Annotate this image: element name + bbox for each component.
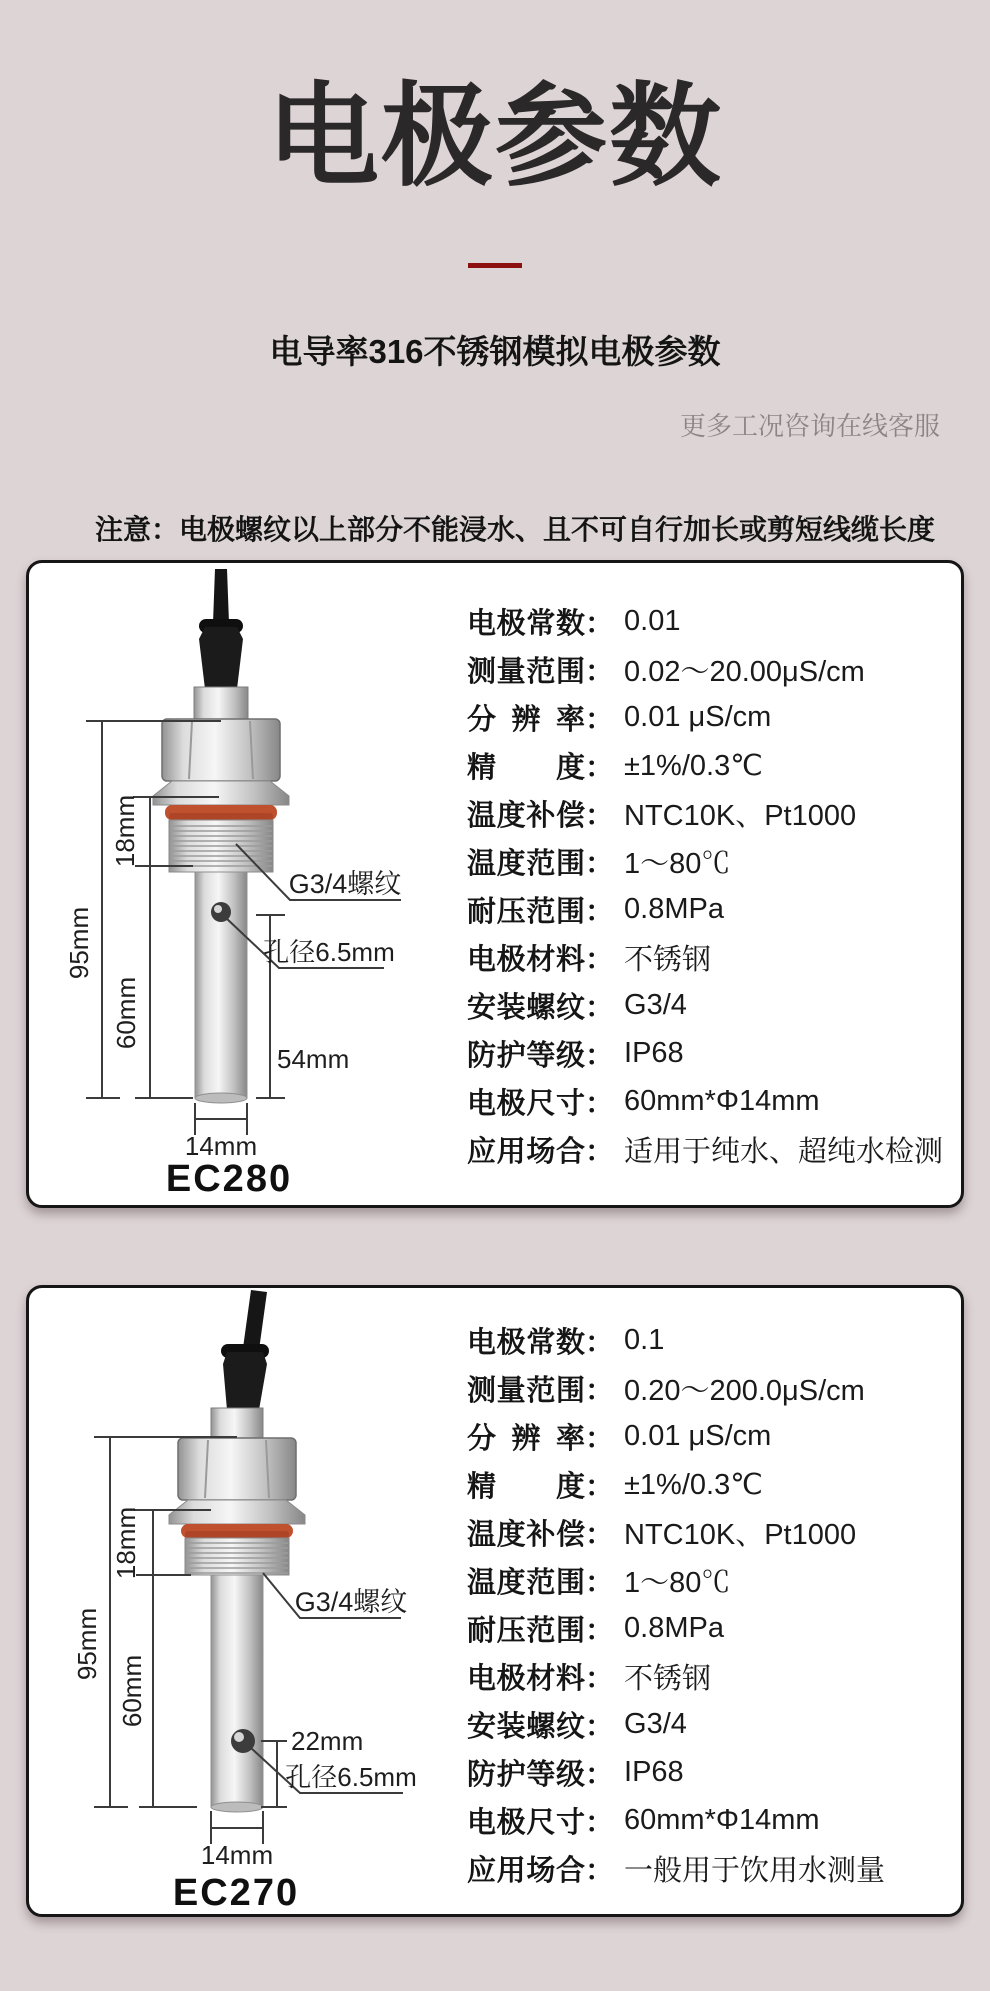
dim-tip-length: 54mm: [277, 1044, 350, 1074]
flange: [153, 781, 289, 805]
spec-row: [467, 789, 943, 837]
spec-colon: ：: [585, 1758, 615, 1791]
electrode-diagram-ec270: [29, 1288, 469, 1917]
spec-value: 一般用于饮用水测量: [624, 1854, 886, 1887]
consult-note: 更多工况咨询在线客服: [679, 411, 940, 441]
spec-label: 分辨率: [467, 1422, 585, 1455]
spec-label: 应用场合: [467, 1854, 585, 1887]
spec-value: 适用于纯水、超纯水检测: [624, 1135, 944, 1168]
spec-colon: ：: [585, 1087, 615, 1120]
dim-diameter: 14mm: [184, 1131, 258, 1161]
spec-list-ec280: [467, 597, 943, 1173]
spec-row: [467, 1844, 885, 1892]
spec-row: [467, 1077, 943, 1125]
spec-value: ±1%/0.3℃: [624, 1468, 763, 1501]
spec-colon: ：: [585, 1806, 615, 1839]
spec-row: [467, 645, 943, 693]
spec-colon: ：: [585, 991, 615, 1024]
dim-lower-length: 60mm: [111, 976, 141, 1050]
spec-value: 0.8MPa: [624, 1611, 724, 1644]
electrode-diagram-ec280: [29, 563, 469, 1203]
dim-overall-length: 95mm: [64, 906, 94, 980]
spec-colon: ：: [585, 943, 615, 976]
spec-row: [467, 885, 943, 933]
spec-label: 温度补偿: [467, 1518, 585, 1551]
spec-label: 温度范围: [467, 1566, 585, 1599]
dim-diameter: 14mm: [200, 1840, 274, 1870]
neck: [211, 1408, 263, 1438]
spec-value: 0.01 μS/cm: [624, 1419, 772, 1452]
spec-colon: ：: [585, 1470, 615, 1503]
page-title: 电极参数: [267, 74, 723, 199]
spec-colon: ：: [585, 1374, 615, 1407]
spec-value: 0.1: [624, 1323, 665, 1356]
spec-value: 60mm*Φ14mm: [624, 1084, 820, 1117]
spec-colon: ：: [585, 1039, 615, 1072]
spec-colon: ：: [585, 847, 615, 880]
cable-boot: [199, 627, 243, 689]
spec-value: 0.8MPa: [624, 892, 724, 925]
dim-hole-offset: 22mm: [291, 1726, 364, 1756]
spec-colon: ：: [585, 1422, 615, 1455]
spec-colon: ：: [585, 751, 615, 784]
spec-value: IP68: [624, 1036, 684, 1069]
page-subtitle: 电导率316不锈钢模拟电极参数: [269, 333, 721, 370]
spec-row: [467, 1125, 943, 1173]
spec-value: G3/4: [624, 988, 687, 1021]
spec-list-ec270: [467, 1316, 885, 1892]
dim-lower-length: 60mm: [117, 1654, 147, 1728]
hole-callout: 孔径6.5mm: [285, 1762, 417, 1792]
spec-value: 0.01 μS/cm: [624, 700, 772, 733]
spec-label: 精度: [467, 751, 585, 784]
spec-row: [467, 1029, 943, 1077]
model-name: EC280: [165, 1158, 293, 1200]
spec-value: 0.20～200.0μS/cm: [624, 1374, 865, 1407]
dim-upper-length: 18mm: [111, 1506, 141, 1580]
spec-value: 0.01: [624, 604, 681, 637]
spec-value: ±1%/0.3℃: [624, 749, 763, 782]
spec-label: 分辨率: [467, 703, 585, 736]
spec-colon: ：: [585, 1566, 615, 1599]
spec-value: 60mm*Φ14mm: [624, 1803, 820, 1836]
spec-value: 不锈钢: [624, 1662, 712, 1695]
spec-colon: ：: [585, 895, 615, 928]
spec-row: [467, 1700, 885, 1748]
spec-label: 电极尺寸: [467, 1087, 585, 1120]
dim-upper-length: 18mm: [110, 794, 140, 868]
spec-row: [467, 1460, 885, 1508]
spec-label: 防护等级: [467, 1758, 585, 1791]
spec-label: 电极常数: [467, 1326, 585, 1359]
spec-value: G3/4: [624, 1707, 687, 1740]
hex-nut: [162, 719, 280, 781]
thread-callout: G3/4螺纹: [294, 1587, 408, 1617]
spec-value: 不锈钢: [624, 943, 712, 976]
cable-boot: [223, 1352, 267, 1410]
spec-row: [467, 1748, 885, 1796]
spec-label: 温度补偿: [467, 799, 585, 832]
spec-label: 安装螺纹: [467, 1710, 585, 1743]
spec-label: 测量范围: [467, 1374, 585, 1407]
electrode-illustration: [169, 1290, 305, 1812]
hole-callout: 孔径6.5mm: [263, 937, 395, 967]
shaft: [211, 1575, 263, 1807]
spec-row: [467, 1556, 885, 1604]
spec-label: 精度: [467, 1470, 585, 1503]
spec-row: [467, 933, 943, 981]
spec-label: 电极材料: [467, 943, 585, 976]
dim-overall-length: 95mm: [72, 1607, 102, 1681]
spec-colon: ：: [585, 1614, 615, 1647]
spec-row: [467, 1316, 885, 1364]
spec-colon: ：: [585, 1662, 615, 1695]
cable: [213, 569, 229, 623]
spec-label: 安装螺纹: [467, 991, 585, 1024]
thread-ridges: [186, 1543, 288, 1573]
spec-row: [467, 597, 943, 645]
spec-label: 防护等级: [467, 1039, 585, 1072]
spec-row: [467, 1364, 885, 1412]
spec-value: 1～80℃: [624, 847, 731, 880]
spec-row: [467, 741, 943, 789]
hex-nut: [178, 1438, 296, 1500]
spec-colon: ：: [585, 607, 615, 640]
spec-label: 应用场合: [467, 1135, 585, 1168]
spec-row: [467, 1508, 885, 1556]
spec-colon: ：: [585, 1135, 615, 1168]
spec-colon: ：: [585, 799, 615, 832]
spec-row: [467, 837, 943, 885]
spec-row: [467, 693, 943, 741]
spec-colon: ：: [585, 1326, 615, 1359]
spec-colon: ：: [585, 655, 615, 688]
spec-colon: ：: [585, 1518, 615, 1551]
spec-label: 电极常数: [467, 607, 585, 640]
product-card-ec280: [26, 560, 964, 1208]
model-name: EC270: [172, 1872, 300, 1914]
spec-label: 耐压范围: [467, 1614, 585, 1647]
spec-label: 电极尺寸: [467, 1806, 585, 1839]
spec-label: 测量范围: [467, 655, 585, 688]
spec-label: 电极材料: [467, 1662, 585, 1695]
spec-row: [467, 1412, 885, 1460]
spec-label: 温度范围: [467, 847, 585, 880]
spec-row: [467, 1604, 885, 1652]
spec-row: [467, 981, 943, 1029]
flange: [169, 1500, 305, 1524]
spec-colon: ：: [585, 1854, 615, 1887]
electrode-illustration: [153, 569, 289, 1103]
spec-value: NTC10K、Pt1000: [624, 799, 857, 832]
spec-row: [467, 1796, 885, 1844]
spec-value: 0.02～20.00μS/cm: [624, 655, 865, 688]
neck: [194, 687, 248, 719]
spec-value: NTC10K、Pt1000: [624, 1518, 857, 1551]
spec-label: 耐压范围: [467, 895, 585, 928]
spec-colon: ：: [585, 703, 615, 736]
cable: [243, 1290, 267, 1350]
spec-value: IP68: [624, 1755, 684, 1788]
accent-dash: [468, 263, 522, 268]
spec-value: 1～80℃: [624, 1566, 731, 1599]
spec-row: [467, 1652, 885, 1700]
spec-colon: ：: [585, 1710, 615, 1743]
notice-text: 注意：电极螺纹以上部分不能浸水、且不可自行加长或剪短线缆长度: [94, 514, 935, 545]
thread-callout: G3/4螺纹: [288, 869, 402, 899]
product-card-ec270: [26, 1285, 964, 1917]
